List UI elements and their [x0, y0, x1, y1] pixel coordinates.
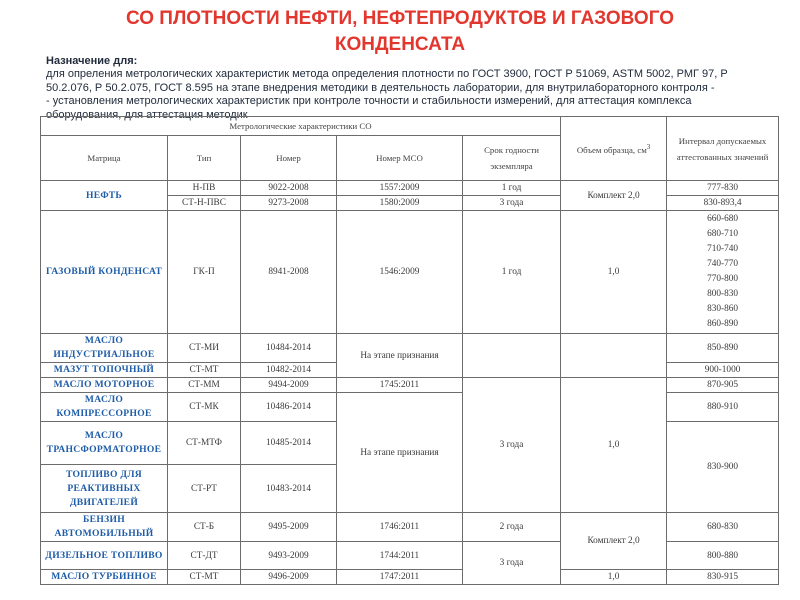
- header-shelf-life: Срок годности экземпляра: [463, 136, 561, 181]
- cell-number: 9493-2009: [241, 542, 337, 570]
- reference-materials-table: [40, 116, 779, 585]
- cell-shelf: 3 года: [463, 196, 561, 211]
- cell-volume: 1,0: [561, 570, 667, 585]
- table-row: [41, 334, 779, 363]
- cell-type: СТ-ММ: [168, 378, 241, 393]
- cell-number: 9495-2009: [241, 513, 337, 542]
- cell-interval: 880-910: [667, 393, 779, 422]
- table-row: [41, 393, 779, 422]
- cell-type: Н-ПВ: [168, 181, 241, 196]
- cell-shelf: 1 год: [463, 211, 561, 334]
- cell-number: 9273-2008: [241, 196, 337, 211]
- header-volume: Объем образца, $см^3$: [561, 117, 667, 181]
- matrix-gas-condensate: ГАЗОВЫЙ КОНДЕНСАТ: [41, 211, 168, 334]
- page-title: СО ПЛОТНОСТИ НЕФТИ, НЕФТЕПРОДУКТОВ И ГАЗОВОГО КОНДЕНСАТА: [125, 8, 674, 55]
- table-row: [41, 542, 779, 570]
- matrix-industrial-oil: МАСЛО ИНДУСТРИАЛЬНОЕ: [41, 334, 168, 363]
- cell-number: 10485-2014: [241, 422, 337, 465]
- cell-shelf: 2 года: [463, 513, 561, 542]
- purpose-line-1: для опреления метрологических характеристик метода определения плотности по ГОСТ 3900, ГОСТ Р 51069, ASTM 5002, РМГ 97, Р 50.2.076, Р 50.2.075, ГОСТ 8.595 на этапе внедрения методики в деятельность лаборатории, для внутрилабораторного контроля -: [46, 68, 728, 94]
- header-mso-number: Номер МСО: [337, 136, 463, 181]
- cell-mso: 1546:2009: [337, 211, 463, 334]
- table-row: [41, 570, 779, 585]
- cell-type: СТ-МТФ: [168, 422, 241, 465]
- interval-item: 860-890: [707, 319, 739, 329]
- cell-shelf: [463, 334, 561, 378]
- matrix-motor-oil: МАСЛО МОТОРНОЕ: [41, 378, 168, 393]
- header-matrix: Матрица: [41, 136, 168, 181]
- cell-type: СТ-МТ: [168, 570, 241, 585]
- matrix-gasoline: БЕНЗИН АВТОМОБИЛЬНЫЙ: [41, 513, 168, 542]
- interval-item: 800-830: [707, 289, 739, 299]
- table-row: [41, 378, 779, 393]
- cell-volume: Комплект 2,0: [561, 181, 667, 211]
- cell-number: 10482-2014: [241, 363, 337, 378]
- cell-number: 9022-2008: [241, 181, 337, 196]
- header-type: Тип: [168, 136, 241, 181]
- cell-interval: 850-890: [667, 334, 779, 363]
- table-header-row: [41, 117, 779, 136]
- cell-interval: 830-893,4: [667, 196, 779, 211]
- cell-volume: Комплект 2,0: [561, 513, 667, 570]
- cell-type: ГК-П: [168, 211, 241, 334]
- cell-interval: 830-900: [667, 422, 779, 513]
- interval-item: 680-710: [707, 229, 739, 239]
- cell-type: СТ-МК: [168, 393, 241, 422]
- table-row: [41, 211, 779, 334]
- cell-mso: 1747:2011: [337, 570, 463, 585]
- matrix-fuel-oil: МАЗУТ ТОПОЧНЫЙ: [41, 363, 168, 378]
- cell-mso: 1557:2009: [337, 181, 463, 196]
- cell-type: СТ-ДТ: [168, 542, 241, 570]
- cell-volume: 1,0: [561, 211, 667, 334]
- header-group: Метрологические характеристики СО: [41, 117, 561, 136]
- cell-mso: На этапе признания: [337, 393, 463, 513]
- matrix-transformer-oil: МАСЛО ТРАНСФОРМАТОРНОЕ: [41, 422, 168, 465]
- cell-interval-list: [667, 211, 779, 334]
- cell-type: СТ-МИ: [168, 334, 241, 363]
- cell-interval: 680-830: [667, 513, 779, 542]
- table-row: [41, 513, 779, 542]
- cell-mso: На этапе признания: [337, 334, 463, 378]
- cell-mso: 1746:2011: [337, 513, 463, 542]
- cell-interval: 800-880: [667, 542, 779, 570]
- cell-type: СТ-Б: [168, 513, 241, 542]
- cell-shelf: 3 года: [463, 542, 561, 585]
- interval-item: 740-770: [707, 259, 739, 269]
- cell-number: 9496-2009: [241, 570, 337, 585]
- cell-mso: 1745:2011: [337, 378, 463, 393]
- cell-number: 8941-2008: [241, 211, 337, 334]
- matrix-compressor-oil: МАСЛО КОМПРЕССОРНОЕ: [41, 393, 168, 422]
- cell-volume: [561, 334, 667, 378]
- interval-item: 710-740: [707, 244, 739, 254]
- purpose-heading: Назначение для:: [46, 55, 138, 67]
- interval-item: 770-800: [707, 274, 739, 284]
- interval-item: 660-680: [707, 214, 739, 224]
- header-number: Номер: [241, 136, 337, 181]
- cell-interval: 830-915: [667, 570, 779, 585]
- cell-type: СТ-РТ: [168, 465, 241, 513]
- cell-mso: 1580:2009: [337, 196, 463, 211]
- cell-interval: 900-1000: [667, 363, 779, 378]
- matrix-neft: НЕФТЬ: [41, 181, 168, 211]
- table-row: [41, 181, 779, 196]
- matrix-jet-fuel: ТОПЛИВО ДЛЯ РЕАКТИВНЫХ ДВИГАТЕЛЕЙ: [41, 465, 168, 513]
- cell-number: 10484-2014: [241, 334, 337, 363]
- cell-number: 10483-2014: [241, 465, 337, 513]
- matrix-turbine-oil: МАСЛО ТУРБИННОЕ: [41, 570, 168, 585]
- cell-shelf: 3 года: [463, 378, 561, 513]
- purpose-text: [46, 55, 766, 122]
- cell-mso: 1744:2011: [337, 542, 463, 570]
- cell-shelf: 1 год: [463, 181, 561, 196]
- cell-type: СТ-Н-ПВС: [168, 196, 241, 211]
- purpose-line-2: - установления метрологических характеристик при контроле точности и стабильности измерений, для аттестация комплекса оборудования, для аттестация методик: [46, 95, 692, 121]
- interval-item: 830-860: [707, 304, 739, 314]
- matrix-diesel: ДИЗЕЛЬНОЕ ТОПЛИВО: [41, 542, 168, 570]
- cell-interval: 777-830: [667, 181, 779, 196]
- cell-number: 9494-2009: [241, 378, 337, 393]
- cell-interval: 870-905: [667, 378, 779, 393]
- cell-volume: 1,0: [561, 378, 667, 513]
- cell-type: СТ-МТ: [168, 363, 241, 378]
- header-interval: Интервал допускаемых аттестованных значений: [667, 117, 779, 181]
- cell-number: 10486-2014: [241, 393, 337, 422]
